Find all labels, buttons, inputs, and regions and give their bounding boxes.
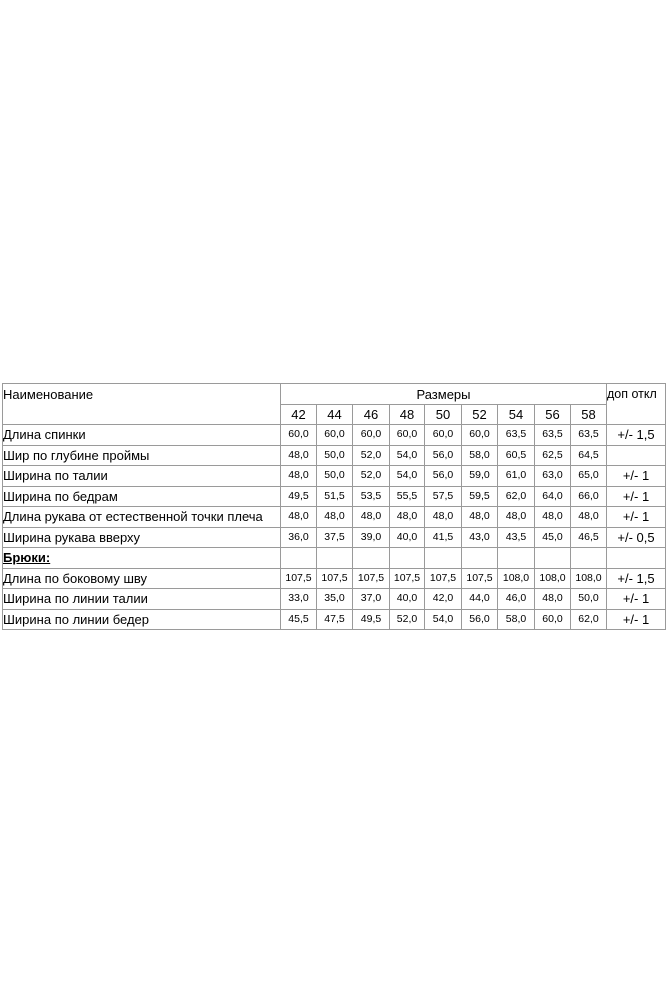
row-value: 56,0: [462, 609, 498, 630]
row-value: 63,5: [571, 425, 607, 446]
header-tolerance-blank: [607, 404, 666, 425]
row-value: 62,5: [535, 445, 571, 466]
row-value: 54,0: [425, 609, 462, 630]
row-value: 56,0: [425, 445, 462, 466]
row-value: 53,5: [353, 486, 390, 507]
row-value: 57,5: [425, 486, 462, 507]
table-row: [3, 527, 666, 548]
row-value: 45,5: [281, 609, 317, 630]
row-value: 107,5: [462, 568, 498, 589]
row-name: Ширина рукава вверху: [3, 527, 281, 548]
section-blank-cell: [498, 548, 535, 569]
row-value: 66,0: [571, 486, 607, 507]
row-tolerance: +/- 1,5: [607, 568, 666, 589]
row-tolerance: +/- 1: [607, 466, 666, 487]
row-name: Ширина по талии: [3, 466, 281, 487]
row-name: Ширина по бедрам: [3, 486, 281, 507]
size-54: 54: [498, 404, 535, 425]
row-value: 62,0: [498, 486, 535, 507]
size-56: 56: [535, 404, 571, 425]
row-name: Ширина по линии талии: [3, 589, 281, 610]
table-row: [3, 568, 666, 589]
table-row: [3, 466, 666, 487]
row-value: 50,0: [317, 466, 353, 487]
row-value: 39,0: [353, 527, 390, 548]
row-value: 63,5: [535, 425, 571, 446]
row-value: 52,0: [353, 466, 390, 487]
row-value: 60,0: [425, 425, 462, 446]
row-value: 64,5: [571, 445, 607, 466]
row-name: Длина спинки: [3, 425, 281, 446]
section-blank-cell: [281, 548, 317, 569]
row-value: 37,0: [353, 589, 390, 610]
row-value: 48,0: [498, 507, 535, 528]
row-tolerance: +/- 1: [607, 507, 666, 528]
row-tolerance: +/- 1: [607, 589, 666, 610]
size-48: 48: [390, 404, 425, 425]
section-row: [3, 548, 666, 569]
row-value: 50,0: [317, 445, 353, 466]
section-blank-cell: [425, 548, 462, 569]
row-tolerance: [607, 445, 666, 466]
row-value: 49,5: [281, 486, 317, 507]
row-value: 45,0: [535, 527, 571, 548]
row-value: 43,5: [498, 527, 535, 548]
section-blank-cell: [462, 548, 498, 569]
section-blank-cell: [535, 548, 571, 569]
row-value: 107,5: [353, 568, 390, 589]
row-tolerance: +/- 1: [607, 609, 666, 630]
row-value: 108,0: [535, 568, 571, 589]
row-value: 60,0: [462, 425, 498, 446]
size-52: 52: [462, 404, 498, 425]
size-table: [2, 383, 666, 630]
row-value: 60,0: [535, 609, 571, 630]
row-value: 40,0: [390, 589, 425, 610]
row-value: 107,5: [390, 568, 425, 589]
row-value: 107,5: [281, 568, 317, 589]
section-blank-cell: [571, 548, 607, 569]
row-value: 41,5: [425, 527, 462, 548]
row-value: 48,0: [462, 507, 498, 528]
row-value: 37,5: [317, 527, 353, 548]
size-42: 42: [281, 404, 317, 425]
row-value: 52,0: [390, 609, 425, 630]
row-value: 64,0: [535, 486, 571, 507]
row-value: 58,0: [498, 609, 535, 630]
row-value: 36,0: [281, 527, 317, 548]
row-value: 50,0: [571, 589, 607, 610]
row-tolerance: +/- 1: [607, 486, 666, 507]
row-value: 60,0: [353, 425, 390, 446]
row-value: 44,0: [462, 589, 498, 610]
row-value: 51,5: [317, 486, 353, 507]
table-row: [3, 589, 666, 610]
row-value: 108,0: [571, 568, 607, 589]
row-value: 47,5: [317, 609, 353, 630]
row-tolerance: +/- 0,5: [607, 527, 666, 548]
trouser-rows: [3, 568, 666, 630]
row-value: 46,0: [498, 589, 535, 610]
row-value: 48,0: [535, 589, 571, 610]
header-tolerance: доп откл: [607, 384, 666, 405]
row-value: 52,0: [353, 445, 390, 466]
section-blank-cell: [607, 548, 666, 569]
table-row: [3, 486, 666, 507]
row-value: 48,0: [317, 507, 353, 528]
row-value: 63,0: [535, 466, 571, 487]
table-row: [3, 609, 666, 630]
row-value: 63,5: [498, 425, 535, 446]
row-value: 60,0: [281, 425, 317, 446]
section-blank-cell: [317, 548, 353, 569]
row-value: 48,0: [535, 507, 571, 528]
row-value: 42,0: [425, 589, 462, 610]
table-row: [3, 445, 666, 466]
section-blank-cell: [353, 548, 390, 569]
header-sizes: Размеры: [281, 384, 607, 405]
size-50: 50: [425, 404, 462, 425]
row-name: Длина рукава от естественной точки плеча: [3, 507, 281, 528]
row-value: 59,0: [462, 466, 498, 487]
size-46: 46: [353, 404, 390, 425]
row-value: 48,0: [390, 507, 425, 528]
table-row: [3, 507, 666, 528]
row-value: 108,0: [498, 568, 535, 589]
row-value: 40,0: [390, 527, 425, 548]
row-value: 49,5: [353, 609, 390, 630]
row-value: 56,0: [425, 466, 462, 487]
header-name-blank: [3, 404, 281, 425]
row-value: 60,5: [498, 445, 535, 466]
row-value: 61,0: [498, 466, 535, 487]
row-value: 43,0: [462, 527, 498, 548]
row-value: 48,0: [353, 507, 390, 528]
row-value: 55,5: [390, 486, 425, 507]
row-value: 48,0: [281, 445, 317, 466]
row-value: 48,0: [281, 507, 317, 528]
size-44: 44: [317, 404, 353, 425]
table-row: [3, 425, 666, 446]
row-value: 48,0: [425, 507, 462, 528]
garment-rows: [3, 425, 666, 548]
row-name: Шир по глубине проймы: [3, 445, 281, 466]
row-value: 35,0: [317, 589, 353, 610]
section-title: Брюки:: [3, 548, 281, 569]
row-value: 48,0: [281, 466, 317, 487]
row-value: 46,5: [571, 527, 607, 548]
row-value: 59,5: [462, 486, 498, 507]
row-value: 58,0: [462, 445, 498, 466]
row-value: 107,5: [317, 568, 353, 589]
header-row-sizes: [3, 404, 666, 425]
size-chart: [2, 383, 666, 630]
row-value: 33,0: [281, 589, 317, 610]
section-blank-cell: [390, 548, 425, 569]
row-tolerance: +/- 1,5: [607, 425, 666, 446]
row-value: 65,0: [571, 466, 607, 487]
row-value: 54,0: [390, 466, 425, 487]
row-value: 54,0: [390, 445, 425, 466]
row-name: Длина по боковому шву: [3, 568, 281, 589]
row-value: 107,5: [425, 568, 462, 589]
row-value: 60,0: [317, 425, 353, 446]
row-value: 62,0: [571, 609, 607, 630]
header-row-top: [3, 384, 666, 405]
row-name: Ширина по линии бедер: [3, 609, 281, 630]
row-value: 60,0: [390, 425, 425, 446]
size-58: 58: [571, 404, 607, 425]
header-name: Наименование: [3, 384, 281, 405]
row-value: 48,0: [571, 507, 607, 528]
